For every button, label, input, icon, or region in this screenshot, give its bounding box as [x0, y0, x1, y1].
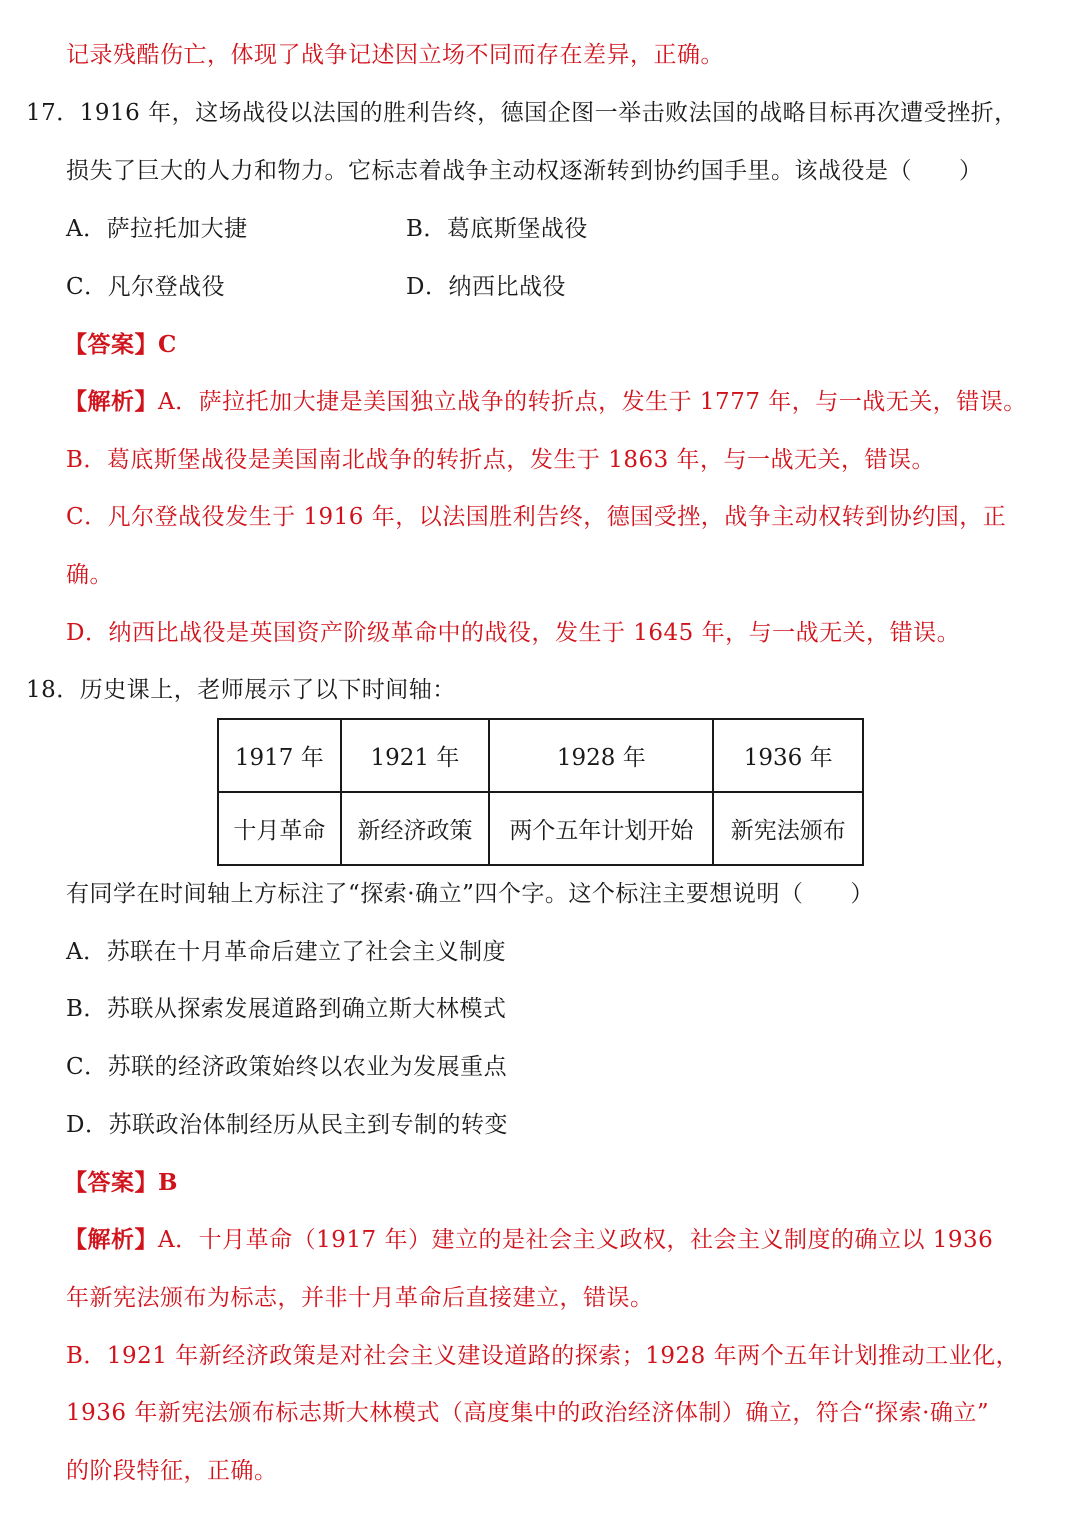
q17-stem-line-2: 损失了巨大的人力和物力。它标志着战争主动权逐渐转到协约国手里。该战役是（ ）	[66, 158, 983, 184]
q17-option-d: D．纳西比战役	[406, 274, 566, 300]
timeline-years-row	[218, 719, 863, 792]
q18-option-d: D．苏联政治体制经历从民主到专制的转变	[66, 1112, 508, 1138]
q18-option-c: C．苏联的经济政策始终以农业为发展重点	[66, 1054, 508, 1080]
q17-analysis-line-3: C．凡尔登战役发生于 1916 年，以法国胜利告终，德国受挫，战争主动权转到协约国，正	[66, 504, 1007, 530]
q18-answer-tag: 【答案】	[64, 1169, 158, 1196]
q17-answer-value: C	[158, 331, 177, 358]
q18-option-a: A．苏联在十月革命后建立了社会主义制度	[66, 939, 507, 965]
q18-analysis-line-5: 的阶段特征，正确。	[66, 1458, 278, 1484]
timeline-year-cell: 1917 年	[218, 719, 341, 792]
q18-analysis-line-3: B．1921 年新经济政策是对社会主义建设道路的探索；1928 年两个五年计划推动工业化，	[66, 1343, 1020, 1369]
q17-stem-line-1: 17．1916 年，这场战役以法国的胜利告终，德国企图一举击败法国的战略目标再次遭受挫折，	[26, 100, 1018, 126]
previous-analysis-ending: 记录残酷伤亡，体现了战争记述因立场不同而存在差异，正确。	[66, 42, 724, 68]
q17-analysis-line-4: 确。	[66, 562, 113, 588]
q18-answer	[64, 1166, 178, 1200]
q17-option-a: A．萨拉托加大捷	[66, 216, 248, 242]
q17-analysis-tag: 【解析】	[64, 388, 158, 415]
q18-analysis-line-2: 年新宪法颁布为标志，并非十月革命后直接建立，错误。	[66, 1285, 654, 1311]
timeline-year-cell: 1921 年	[341, 719, 490, 792]
q18-prompt: 有同学在时间轴上方标注了“探索·确立”四个字。这个标注主要想说明（ ）	[66, 881, 874, 907]
q18-analysis-text-1: A．十月革命（1917 年）建立的是社会主义政权，社会主义制度的确立以 1936	[158, 1227, 994, 1253]
q18-timeline-table	[217, 718, 864, 866]
q17-analysis-line-2: B．葛底斯堡战役是美国南北战争的转折点，发生于 1863 年，与一战无关，错误。	[66, 447, 936, 473]
q17-analysis-text-1: A．萨拉托加大捷是美国独立战争的转折点，发生于 1777 年，与一战无关，错误。	[158, 389, 1027, 415]
q18-analysis-line-1	[64, 1223, 993, 1257]
q18-analysis-tag: 【解析】	[64, 1226, 158, 1253]
timeline-event-cell: 新经济政策	[341, 792, 490, 865]
q17-options-row-2	[66, 270, 766, 304]
timeline-year-cell: 1928 年	[489, 719, 713, 792]
q17-options-row-1	[66, 212, 766, 246]
timeline-event-cell: 十月革命	[218, 792, 341, 865]
timeline-event-cell: 两个五年计划开始	[489, 792, 713, 865]
q17-answer-tag: 【答案】	[64, 331, 158, 358]
q17-answer	[64, 328, 177, 362]
q18-stem-line-1: 18．历史课上，老师展示了以下时间轴：	[26, 677, 456, 703]
q17-analysis-line-5: D．纳西比战役是英国资产阶级革命中的战役，发生于 1645 年，与一战无关，错误。	[66, 620, 961, 646]
timeline-event-cell: 新宪法颁布	[713, 792, 863, 865]
q18-answer-value: B	[158, 1169, 178, 1196]
q18-analysis-line-4: 1936 年新宪法颁布标志斯大林模式（高度集中的政治经济体制）确立，符合“探索·确立”	[66, 1400, 990, 1426]
q17-option-b: B．葛底斯堡战役	[406, 216, 588, 242]
timeline-year-cell: 1936 年	[713, 719, 863, 792]
timeline-events-row	[218, 792, 863, 865]
q17-analysis-line-1	[64, 385, 1027, 419]
q17-option-c: C．凡尔登战役	[66, 274, 226, 300]
q18-option-b: B．苏联从探索发展道路到确立斯大林模式	[66, 996, 507, 1022]
